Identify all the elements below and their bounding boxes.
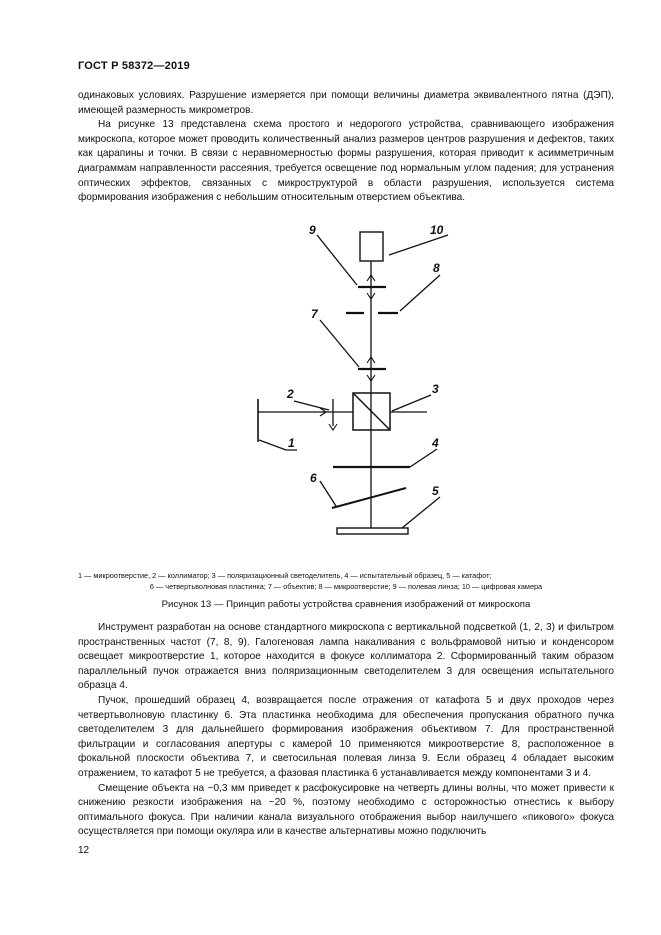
leader-6 (320, 481, 336, 506)
label-5: 5 (432, 484, 439, 498)
retroreflector-5 (337, 528, 408, 534)
bottom-text-block (78, 621, 614, 840)
label-6: 6 (310, 471, 317, 485)
figure-13-diagram (0, 215, 661, 560)
label-1: 1 (288, 436, 295, 450)
legend-line-2: 6 — четвертьволновая пластинка; 7 — объектив; 8 — микроотверстие; 9 — полевая линза; 10 — цифровая камера (149, 581, 543, 591)
paragraph-defocus: Смещение объекта на ~0,3 мм приведет к расфокусировке на четверть длины волны, что может привести к снижению резкости изображения на ~20 %, поэтому необходимо с осторожностью отнестись к выбору оптимального фокуса. При наличии канала визуального отображения выбор наилучшего «пикового» фокуса осуществляется при помощи окуляра или в качестве альтернативы можно подключить (78, 782, 614, 838)
label-2: 2 (287, 387, 294, 401)
camera-10 (360, 232, 383, 261)
quarter-wave-plate-6 (332, 488, 406, 508)
label-10: 10 (430, 223, 444, 237)
standard-header: ГОСТ Р 58372—2019 (78, 60, 190, 72)
page-number: 12 (78, 845, 90, 856)
leader-9 (317, 235, 357, 285)
paragraph-beam: Пучок, прошедший образец 4, возвращается после отражения от катафота 5 и двух проходов через четвертьволновую пластинку 6. Эта пластинка необходима для обеспечения пропускания обратного пучка светоделителем 3 для дальнейшего формирования изображения объективом 7. Для пространственной фильтрации и согласования апертуры с камерой 10 применяются микроотверстие 8, расположенное в фокальной плоскости объектива 7, и светосильная полевая линза 9. Если образец 4 обладает высоким отражением, то катафот 5 не требуется, а фазовая пластинка 6 устанавливается между компонентами 3 и 4. (78, 694, 614, 779)
leader-7 (320, 320, 359, 367)
paragraph-continuation: одинаковых условиях. Разрушение измеряется при помощи величины диаметра эквивалентного пятна (ДЭП), имеющей размерность микрометров. (78, 90, 614, 116)
paragraph-instrument: Инструмент разработан на основе стандартного микроскопа с вертикальной подсветкой (1, 2, 3) и фильтром пространственных частот (7, 8, 9). Галогеновая лампа накаливания с вольфрамовой нитью и конденсором освещает микроотверстие 1, которое находится в фокусе коллиматора 2. Сформированный таким образом параллельный пучок отражается вниз поляризационным светоделителем 3 для освещения испытательного образца 4. (78, 622, 614, 692)
label-7: 7 (311, 307, 318, 321)
label-3: 3 (432, 382, 439, 396)
figure-caption: Рисунок 13 — Принцип работы устройства сравнения изображений от микроскопа (161, 599, 531, 610)
leader-4 (410, 449, 437, 467)
leader-2 (294, 401, 329, 410)
label-9: 9 (309, 223, 316, 237)
leader-3 (392, 395, 431, 411)
leader-8 (400, 275, 440, 311)
label-4: 4 (432, 436, 439, 450)
figure-legend (78, 571, 614, 593)
paragraph-figure-intro: На рисунке 13 представлена схема простого и недорогого устройства, сравнивающего изображения микроскопа, которое может проводить количественный анализ размеров центров разрушения и дефектов, таких как царапины и точки. В связи с неравномерностью формы разрушения, которая приводит к асимметричным диаграммам направленности рассеяния, требуется освещение под нормальным углом падения; для устранения оптических эффектов, связанных с микроструктурой в области разрушения, используется система формирования изображения с небольшим относительным отверстием объектива. (78, 119, 614, 204)
optical-scheme (0, 215, 661, 560)
legend-line-1: 1 — микроотверстие, 2 — коллиматор; 3 — поляризационный светоделитель, 4 — испытательный образец, 5 — катафот; (78, 571, 492, 580)
leader-5 (402, 497, 440, 528)
top-text-block (78, 89, 614, 206)
label-8: 8 (433, 261, 440, 275)
leader-10 (389, 235, 448, 255)
